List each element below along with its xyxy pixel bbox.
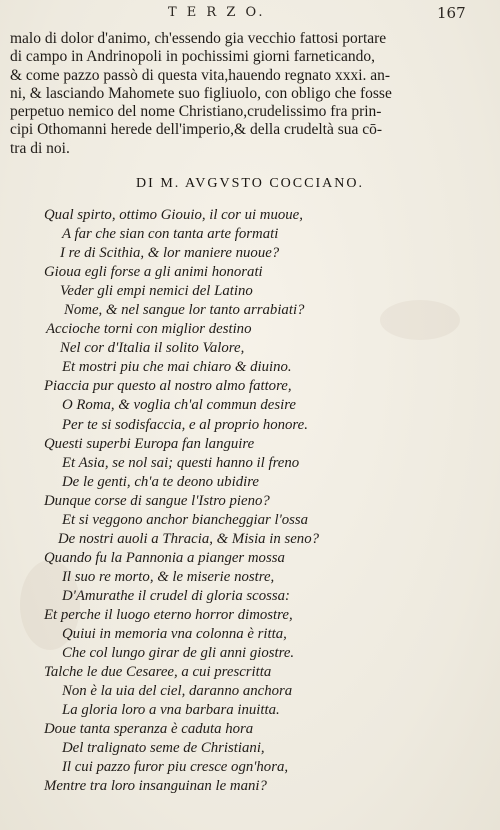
verse-line: Mentre tra loro insanguinan le mani? xyxy=(44,778,267,795)
poem-body xyxy=(0,206,500,796)
verse-line: La gloria loro a vna barbara inuitta. xyxy=(62,702,280,719)
verse-line: De nostri auoli a Thracia, & Misia in seno? xyxy=(58,530,320,547)
verse-line: O Roma, & voglia ch'al commun desire xyxy=(62,397,296,414)
verse-line: Il cui pazzo furor piu cresce ogn'hora, xyxy=(62,759,289,776)
prose-line: perpetuo nemico del nome Christiano,crudelissimo fra prin- xyxy=(10,103,382,121)
verse-line: Nel cor d'Italia il solito Valore, xyxy=(60,340,245,357)
verse-line: Veder gli empi nemici del Latino xyxy=(60,283,253,300)
prose-paragraph xyxy=(10,30,492,158)
verse-line: Che col lungo girar de gli anni giostre. xyxy=(62,645,295,662)
prose-line: cipi Othomanni herede dell'imperio,& della crudeltà sua cō- xyxy=(10,121,383,139)
verse-line: Gioua egli forse a gli animi honorati xyxy=(44,264,263,281)
prose-line: malo di dolor d'animo, ch'essendo gia vecchio fattosi portare xyxy=(10,30,387,47)
verse-line: Et Asia, se nol sai; questi hanno il freno xyxy=(62,454,300,471)
verse-line: Et si veggono anchor biancheggiar l'ossa xyxy=(62,511,309,528)
verse-line: Accioche torni con miglior destino xyxy=(46,321,252,338)
verse-line: I re di Scithia, & lor maniere nuoue? xyxy=(60,245,280,262)
verse-line: Dunque corse di sangue l'Istro pieno? xyxy=(44,492,270,509)
verse-line: A far che sian con tanta arte formati xyxy=(62,226,279,243)
verse-line: Per te si sodisfaccia, e al proprio honore. xyxy=(62,416,308,433)
verse-line: D'Amurathe il crudel di gloria scossa: xyxy=(62,587,290,604)
running-title: T E R Z O. xyxy=(168,5,266,20)
verse-line: Et mostri piu che mai chiaro & diuino. xyxy=(62,359,292,376)
verse-line: Qual spirto, ottimo Giouio, il cor ui muoue, xyxy=(44,207,303,223)
prose-line: & come pazzo passò di questa vita,hauendo regnato xxxi. an- xyxy=(10,66,391,84)
verse-line: Del tralignato seme de Christiani, xyxy=(62,740,265,757)
poem-heading-text: DI M. AVGVSTO COCCIANO. xyxy=(136,176,364,191)
page-number: 167 xyxy=(437,4,466,22)
running-head xyxy=(0,4,500,26)
verse-line: Piaccia pur questo al nostro almo fattore, xyxy=(44,378,292,395)
verse-line: Questi superbi Europa fan languire xyxy=(44,435,255,452)
prose-line: di campo in Andrinopoli in pochissimi giorni farneticando, xyxy=(10,48,376,66)
prose-line: tra di noi. xyxy=(10,139,70,157)
verse-line: Il suo re morto, & le miserie nostre, xyxy=(62,568,275,585)
verse-line: Quando fu la Pannonia a pianger mossa xyxy=(44,549,285,566)
verse-line: Talche le due Cesaree, a cui prescritta xyxy=(44,664,272,681)
poem-heading xyxy=(0,176,500,192)
verse-line: Non è la uia del ciel, daranno anchora xyxy=(62,683,293,700)
verse-line: De le genti, ch'a te deono ubidire xyxy=(62,473,259,490)
verse-line: Quiui in memoria vna colonna è ritta, xyxy=(62,626,287,643)
verse-line: Et perche il luogo eterno horror dimostre, xyxy=(44,606,293,623)
verse-line: Nome, & nel sangue lor tanto arrabiati? xyxy=(64,302,305,319)
verse-line: Doue tanta speranza è caduta hora xyxy=(44,721,254,738)
prose-line: ni, & lasciando Mahomete suo figliuolo, con obligo che fosse xyxy=(10,84,392,102)
